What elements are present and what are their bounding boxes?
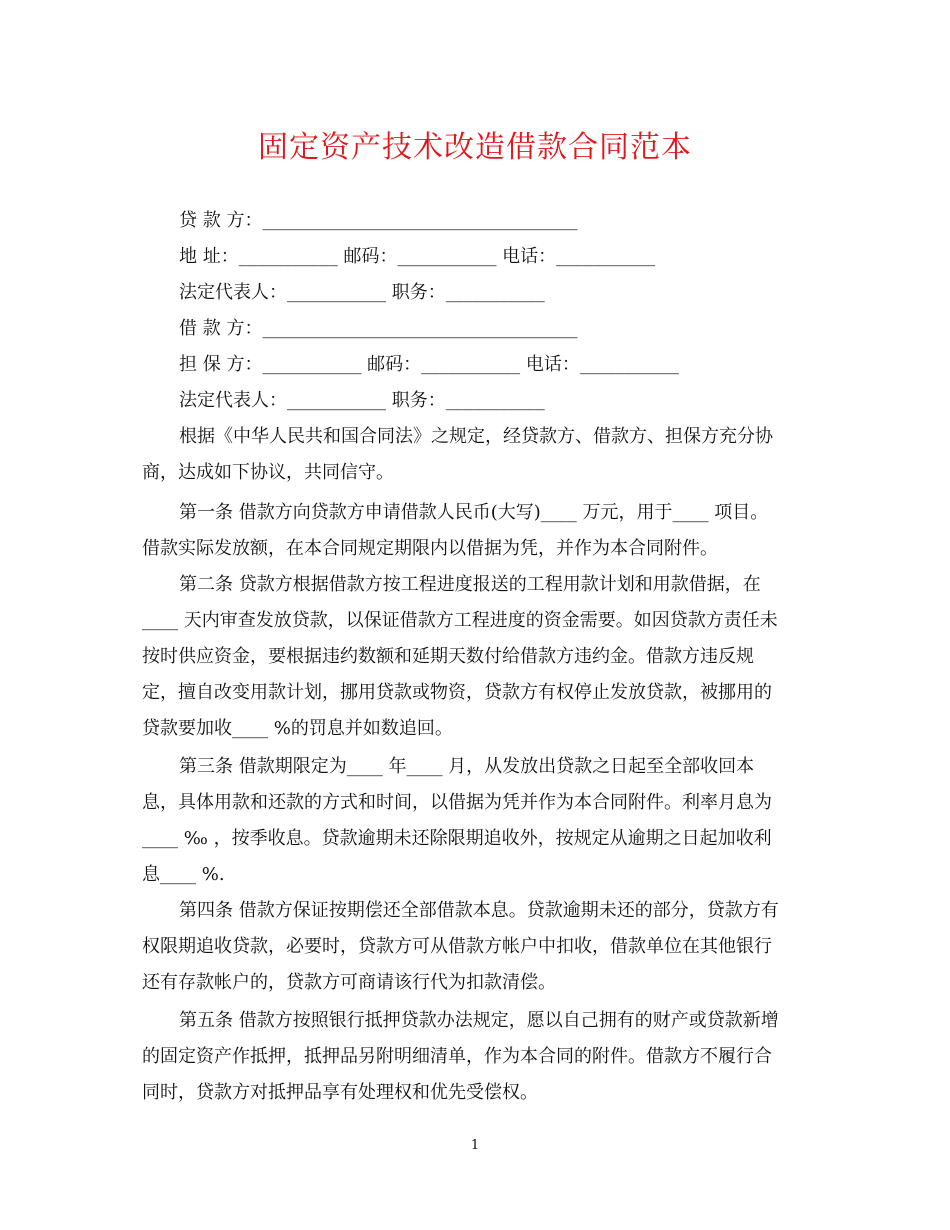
article-4-line-1: 第四条 借款方保证按期偿还全部借款本息。贷款逾期未还的部分，贷款方有 bbox=[179, 900, 779, 921]
guarantor-representative-line: 法定代表人：___________ 职务：___________ bbox=[179, 390, 545, 411]
article-4-line-2: 权限期追收贷款，必要时，贷款方可从借款方帐户中扣收，借款单位在其他银行 bbox=[142, 936, 772, 957]
article-3-line-1: 第三条 借款期限定为____ 年____ 月，从发放出贷款之日起至全部收回本 bbox=[179, 756, 755, 777]
lender-representative-line: 法定代表人：___________ 职务：___________ bbox=[179, 282, 545, 303]
article-4-line-3: 还有存款帐户的，贷款方可商请该行代为扣款清偿。 bbox=[142, 972, 556, 993]
article-3-line-2: 息，具体用款和还款的方式和时间，以借据为凭并作为本合同附件。利率月息为 bbox=[142, 792, 772, 813]
article-5-line-3: 同时，贷款方对抵押品享有处理权和优先受偿权。 bbox=[142, 1082, 538, 1103]
article-5-line-1: 第五条 借款方按照银行抵押贷款办法规定，愿以自己拥有的财产或贷款新增 bbox=[179, 1010, 779, 1031]
article-2-line-5: 贷款要加收____ %的罚息并如数追回。 bbox=[142, 718, 453, 739]
lender-line: 贷 款 方：___________________________________ bbox=[179, 210, 578, 231]
article-3-line-4: 息____ %. bbox=[142, 864, 225, 885]
article-1-line-2: 借款实际发放额，在本合同规定期限内以借据为凭，并作为本合同附件。 bbox=[142, 538, 718, 559]
article-5-line-2: 的固定资产作抵押，抵押品另附明细清单，作为本合同的附件。借款方不履行合 bbox=[142, 1046, 772, 1067]
article-2-line-2: ____ 天内审查发放贷款，以保证借款方工程进度的资金需要。如因贷款方责任未 bbox=[142, 610, 778, 631]
preamble-line-2: 商，达成如下协议，共同信守。 bbox=[142, 462, 394, 483]
article-1-line-1: 第一条 借款方向贷款方申请借款人民币(大写)____ 万元，用于____ 项目。 bbox=[179, 502, 769, 523]
borrower-line: 借 款 方：___________________________________ bbox=[179, 318, 578, 339]
preamble-line-1: 根据《中华人民共和国合同法》之规定，经贷款方、借款方、担保方充分协 bbox=[179, 426, 773, 447]
article-2-line-3: 按时供应资金，要根据违约数额和延期天数付给借款方违约金。借款方违反规 bbox=[142, 646, 754, 667]
article-2-line-4: 定，擅自改变用款计划，挪用贷款或物资，贷款方有权停止发放贷款，被挪用的 bbox=[142, 682, 772, 703]
page-number: 1 bbox=[470, 1138, 480, 1153]
article-2-line-1: 第二条 贷款方根据借款方按工程进度报送的工程用款计划和用款借据，在 bbox=[179, 574, 761, 595]
article-3-line-3: ____ ‰ ，按季收息。贷款逾期未还除限期追收外，按规定从逾期之日起加收利 bbox=[142, 828, 772, 849]
lender-address-line: 地 址：___________ 邮码：___________ 电话：___________ bbox=[179, 246, 656, 267]
document-title: 固定资产技术改造借款合同范本 bbox=[258, 130, 692, 165]
guarantor-line: 担 保 方：___________ 邮码：___________ 电话：___________ bbox=[179, 354, 679, 375]
